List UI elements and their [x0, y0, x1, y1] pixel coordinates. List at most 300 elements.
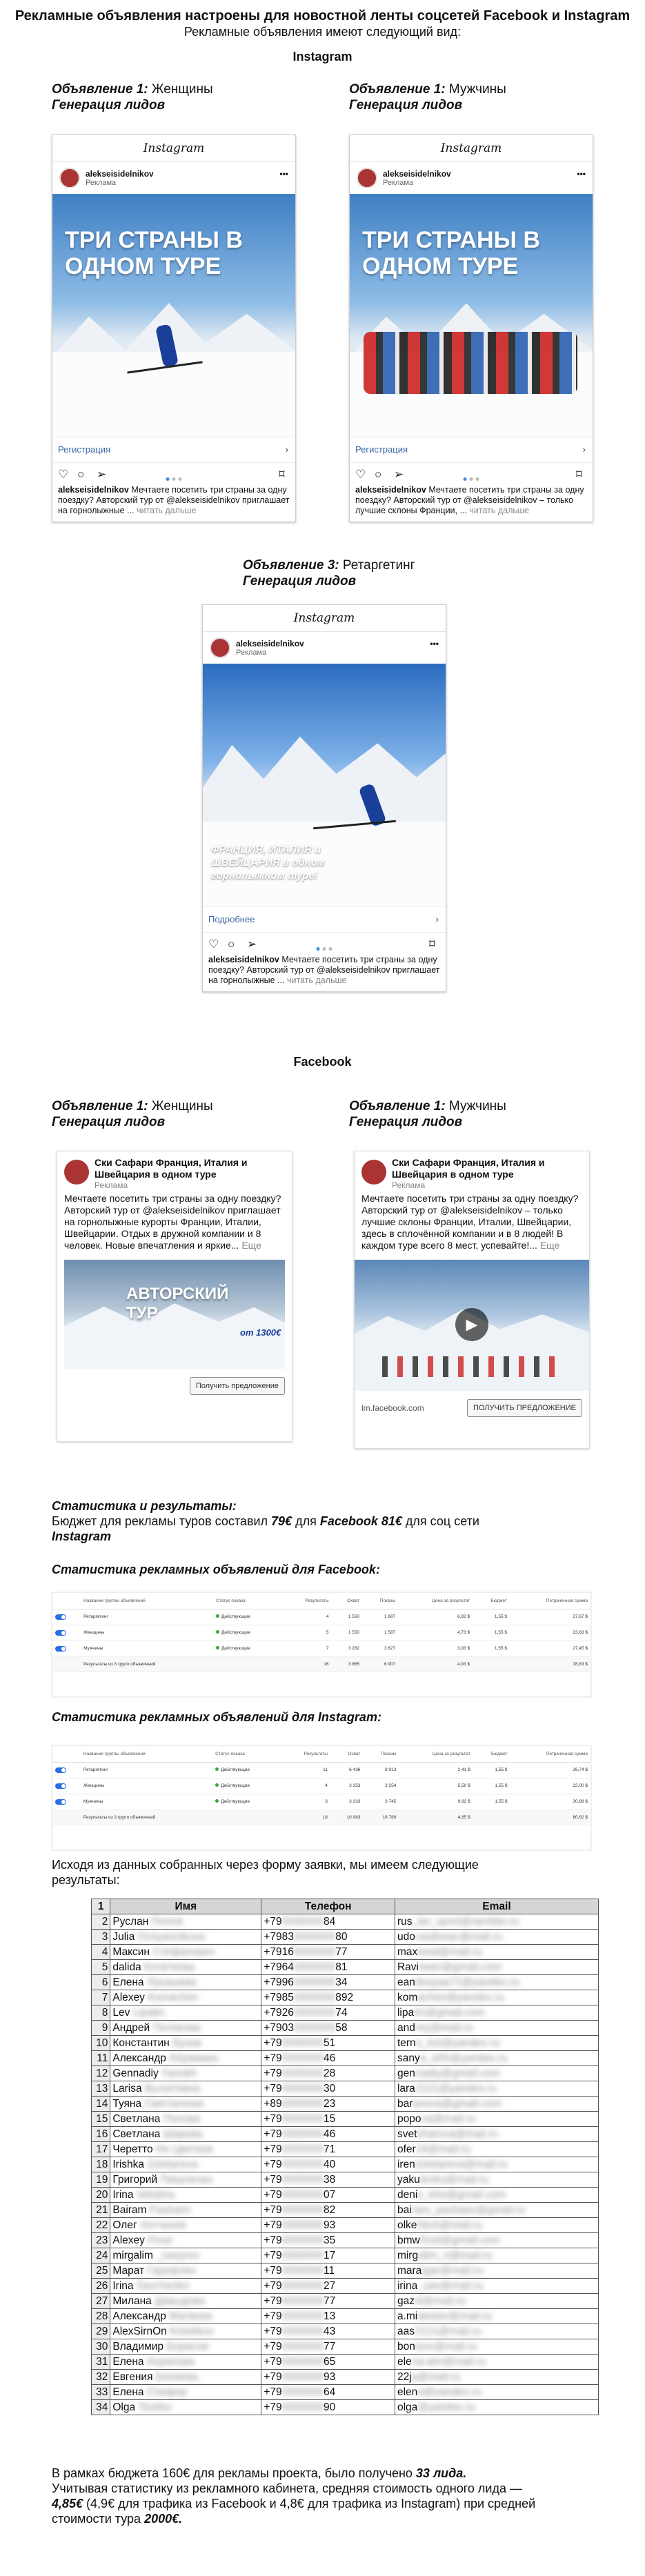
lead-name: Елена Лукашева	[110, 1975, 261, 1990]
bookmark-icon[interactable]: ⌑	[279, 468, 285, 481]
stats-column-header[interactable]: Потраченная сумма	[510, 1746, 591, 1763]
table-row	[92, 2172, 599, 2188]
row-number: 24	[92, 2248, 110, 2263]
row-number: 27	[92, 2294, 110, 2309]
ig-stats-title: Статистика рекламных объявлений для Instagram:	[52, 1710, 381, 1724]
lead-phone: +7916000000077	[261, 1945, 395, 1960]
lead-email: bmwfrost@gmail.com	[395, 2233, 598, 2248]
stats-cell-results: 11	[281, 1763, 330, 1779]
lead-name: Максин Стефанович	[110, 1945, 261, 1960]
table-row	[92, 2081, 599, 2097]
lead-name: Olga Tsvirko	[110, 2400, 261, 2415]
row-number: 19	[92, 2172, 110, 2188]
lead-name: Alexey Komachev	[110, 1990, 261, 2005]
lead-phone: +79000000013	[261, 2309, 395, 2324]
facebook-stats-table	[52, 1592, 591, 1697]
ig-ad3-heading: Объявление 3: Ретаргетинг Генерация лидов	[243, 558, 415, 588]
stats-cell-impressions: 18 780	[363, 1810, 399, 1825]
lead-phone: +79000000090	[261, 2400, 395, 2415]
lead-email: 22ja@mail.ru	[395, 2370, 598, 2385]
lead-phone: +79000000015	[261, 2112, 395, 2127]
stats-cell-status: Действующие	[213, 1609, 281, 1625]
lead-phone: +79000000007	[261, 2188, 395, 2203]
cta-registration[interactable]: Регистрация ›	[350, 437, 593, 463]
lead-email: ofer19@mail.ru	[395, 2142, 598, 2157]
facebook-section-title: Facebook	[293, 1055, 352, 1069]
lead-phone: +79000000028	[261, 2066, 395, 2081]
more-icon[interactable]: •••	[577, 169, 586, 179]
row-number: 26	[92, 2279, 110, 2294]
price-label: от 1300€	[240, 1327, 281, 1338]
stats-cell-reach: 1 550	[332, 1609, 363, 1625]
group-of-skiers	[364, 332, 577, 394]
chevron-right-icon: ›	[582, 444, 586, 455]
row-number: 22	[92, 2218, 110, 2233]
stats-cell-results: 18	[281, 1810, 330, 1825]
row-number: 17	[92, 2142, 110, 2157]
status-dot-icon	[216, 1646, 219, 1649]
stats-row	[52, 1763, 591, 1779]
lead-email: udovasilovac@mail.ru	[395, 1930, 598, 1945]
stats-cell-name: Женщины	[81, 1625, 213, 1641]
table-row	[92, 2021, 599, 2036]
stats-cell-status: Действующие	[213, 1641, 281, 1657]
stats-cell-budget: 1,55 $	[473, 1641, 510, 1657]
lead-phone: +79000000046	[261, 2127, 395, 2142]
stats-column-header[interactable]: Статус показа	[213, 1593, 281, 1609]
ig-ad2-heading: Объявление 1: Мужчины Генерация лидов	[349, 82, 506, 112]
lead-name: Bairam Pashaev	[110, 2203, 261, 2218]
stats-cell-spent: 30,88 $	[510, 1794, 591, 1810]
lead-email: irenzolotareva@mail.ru	[395, 2157, 598, 2172]
lead-email: olga@yandex.ru	[395, 2400, 598, 2415]
stats-cell-name: Ретаргетинг	[81, 1763, 212, 1779]
lead-email: irina_sav@mail.ru	[395, 2279, 598, 2294]
stats-column-header[interactable]: Показы	[362, 1593, 398, 1609]
ad-text: Мечтаете посетить три страны за одну поездку? Авторский тур от @alekseisidelnikov приглашает на горнолыжные курорты Франции, Италии, Швейцарии. Отдых в дружной компании и 8 человек. Новые впечатления и яркие... Еще	[64, 1193, 281, 1251]
stats-cell-reach: 6 436	[330, 1763, 364, 1779]
table-row	[92, 2112, 599, 2127]
row-number: 28	[92, 2309, 110, 2324]
stats-cell-impressions: 3 745	[363, 1794, 399, 1810]
row-number: 32	[92, 2370, 110, 2385]
stats-cell-cost: 6,92 $	[398, 1609, 473, 1625]
stats-row	[52, 1779, 591, 1794]
lead-phone: +79000000011	[261, 2263, 395, 2279]
stats-cell-impressions: 3 254	[363, 1779, 399, 1794]
name-header: Имя	[110, 1899, 261, 1914]
summary: В рамках бюджета 160€ для рекламы проекта, было получено 33 лида. Учитывая статистику из рекламного кабинета, средняя стоимость одного лида — 4,85€ (4,9€ для трафика из Facebook и 4,8€ для трафика из Instagram) при средней стоимости тура 2000€.	[52, 2466, 536, 2526]
lead-email: svetsharova@mail.ru	[395, 2127, 598, 2142]
stats-cell-spent: 27,45 $	[510, 1641, 591, 1657]
sponsored-label: Реклама	[392, 1180, 426, 1190]
sponsored-label: Реклама	[383, 179, 414, 187]
fb-ad1-heading: Объявление 1: Женщины Генерация лидов	[52, 1099, 213, 1129]
more-icon[interactable]: •••	[430, 639, 439, 648]
lead-phone: +79000000077	[261, 2294, 395, 2309]
toggle-col	[52, 1593, 81, 1609]
page-title: Рекламные объявления настроены для новостной ленты соцсетей Facebook и Instagram	[14, 8, 631, 23]
stats-column-header[interactable]: Охват	[330, 1746, 364, 1763]
row-number: 4	[92, 1945, 110, 1960]
stats-cell-spent: 23,63 $	[510, 1625, 591, 1641]
stats-cell-status: Действующие	[213, 1625, 281, 1641]
lead-name: Елена Спифер	[110, 2385, 261, 2400]
page-subtitle: Рекламные объявления имеют следующий вид:	[183, 25, 462, 39]
lead-phone: +79000000035	[261, 2233, 395, 2248]
stats-column-header[interactable]: Бюджет	[473, 1593, 510, 1609]
sponsored-label: Реклама	[86, 179, 117, 187]
stats-cell-results: 5	[281, 1625, 331, 1641]
instagram-section-title: Instagram	[292, 50, 353, 63]
stats-cell-cost: 4,73 $	[398, 1625, 473, 1641]
stats-column-header[interactable]: Название группы объявлений	[81, 1746, 212, 1763]
table-row	[92, 2263, 599, 2279]
table-row	[92, 2248, 599, 2263]
row-number: 30	[92, 2339, 110, 2355]
stats-cell-budget: 1,55 $	[473, 1794, 510, 1810]
phone-header: Телефон	[261, 1899, 395, 1914]
lead-name: Larisa Вылитовна	[110, 2081, 261, 2097]
table-row	[92, 2294, 599, 2309]
lead-name: mirgalim _nasyrov	[110, 2248, 261, 2263]
heart-icon[interactable]: ♡	[208, 938, 219, 951]
toggle-switch[interactable]	[55, 1614, 66, 1620]
lead-name: dalida Кочеткова	[110, 1960, 261, 1975]
stats-cell-spent: 22,00 $	[510, 1779, 591, 1794]
lead-email: a.miatveev@mail.ru	[395, 2309, 598, 2324]
stats-cell-budget: 1,55 $	[473, 1779, 510, 1794]
carousel-indicator	[165, 472, 183, 484]
fb-ad2-heading: Объявление 1: Мужчины Генерация лидов	[349, 1099, 506, 1129]
stats-cell-status: Действующие	[212, 1794, 281, 1810]
lead-name: AlexSirnOn Kolobkov	[110, 2324, 261, 2339]
table-row	[92, 2188, 599, 2203]
table-row	[92, 2051, 599, 2066]
account-name[interactable]: alekseisidelnikov	[383, 169, 451, 179]
lead-phone: +7903000000058	[261, 2021, 395, 2036]
bookmark-icon[interactable]: ⌑	[429, 938, 435, 951]
stats-cell-cost: 9,92 $	[399, 1794, 473, 1810]
lead-phone: +79000000051	[261, 2036, 395, 2051]
stats-cell-budget: 1,55 $	[473, 1609, 510, 1625]
get-offer-button[interactable]: ПОЛУЧИТЬ ПРЕДЛОЖЕНИЕ	[467, 1399, 582, 1417]
lead-name: Gennadiy Yanokh	[110, 2066, 261, 2081]
stats-column-header[interactable]: Потраченная сумма	[510, 1593, 591, 1609]
comment-icon[interactable]: ○	[228, 938, 235, 951]
row-number: 13	[92, 2081, 110, 2097]
row-number: 8	[92, 2005, 110, 2021]
table-row	[92, 2097, 599, 2112]
stats-cell-budget: 1,55 $	[473, 1625, 510, 1641]
stats-cell-impressions: 3 627	[362, 1641, 398, 1657]
row-number: 18	[92, 2157, 110, 2172]
ad-banner-text: ФРАНЦИЯ, ИТАЛИЯ и ШВЕЙЦАРИЯ в одном горнолыжном туре!	[211, 844, 325, 882]
table-row	[92, 2385, 599, 2400]
table-row	[92, 2370, 599, 2385]
avatar[interactable]	[210, 637, 230, 658]
sponsored-label: Реклама	[95, 1180, 128, 1190]
lead-name: Александр Абрамкин	[110, 2051, 261, 2066]
account-name[interactable]: alekseisidelnikov	[86, 169, 154, 179]
lead-email: rus_ter_sport@rambler.ru	[395, 1914, 598, 1930]
row-number: 7	[92, 1990, 110, 2005]
lead-phone: +7926000000074	[261, 2005, 395, 2021]
row-number: 16	[92, 2127, 110, 2142]
ad-caption: alekseisidelnikov Мечтаете посетить три страны за одну поездку? Авторский тур от @alekseisidelnikov приглашает на горнолыжные ... читать дальше	[208, 955, 440, 985]
lead-phone: +79000000082	[261, 2203, 395, 2218]
stats-column-header[interactable]: Статус показа	[212, 1746, 281, 1763]
leads-table	[91, 1899, 599, 2415]
lead-name: Черетто Не Цветков	[110, 2142, 261, 2157]
stats-column-header[interactable]: Результаты	[281, 1593, 331, 1609]
stats-row	[52, 1810, 591, 1825]
toggle-switch[interactable]	[55, 1783, 66, 1789]
row-number: 10	[92, 2036, 110, 2051]
row-number: 20	[92, 2188, 110, 2203]
stats-cell-status: Действующие	[212, 1763, 281, 1779]
stats-column-header[interactable]: Бюджет	[473, 1746, 510, 1763]
page-name[interactable]: Ски Сафари Франция, Италия и Швейцария в одном туре	[392, 1157, 545, 1180]
lead-name: Александр Матвеев	[110, 2309, 261, 2324]
instagram-logo: Instagram	[350, 135, 593, 162]
lead-phone: +7983000000080	[261, 1930, 395, 1945]
toggle-switch[interactable]	[55, 1799, 66, 1805]
lead-phone: +89000000023	[261, 2097, 395, 2112]
account-name[interactable]: alekseisidelnikov	[236, 639, 304, 648]
table-row	[92, 2142, 599, 2157]
lead-name: Олег Хитчеков	[110, 2218, 261, 2233]
row-number: 33	[92, 2385, 110, 2400]
share-icon[interactable]: ➢	[247, 938, 257, 951]
lead-phone: +7964000000081	[261, 1960, 395, 1975]
avatar[interactable]	[361, 1160, 386, 1185]
ad-banner-text: АВТОРСКИЙ ТУР	[126, 1285, 229, 1322]
carousel-indicator	[315, 942, 334, 954]
stats-row	[52, 1641, 591, 1657]
stats-row	[52, 1657, 591, 1672]
stats-cell-cost: 3,93 $	[398, 1641, 473, 1657]
lead-email: popova@mail.ru	[395, 2112, 598, 2127]
stats-cell-name: Мужчины	[81, 1641, 213, 1657]
link-domain[interactable]: lm.facebook.com	[361, 1403, 424, 1413]
lead-name: Евгения Беляева	[110, 2370, 261, 2385]
instagram-ad-card	[202, 604, 446, 992]
row-number: 15	[92, 2112, 110, 2127]
sponsored-label: Реклама	[236, 648, 267, 657]
stats-cell-budget	[473, 1810, 510, 1825]
toggle-switch[interactable]	[55, 1630, 66, 1636]
instagram-stats-table	[52, 1745, 591, 1850]
lead-email: maxkwal@mail.ru	[395, 1945, 598, 1960]
ad-image[interactable]	[64, 1260, 285, 1369]
stats-cell-spent: 78,83 $	[510, 1657, 591, 1672]
lead-email: Raviewer@gmail.com	[395, 1960, 598, 1975]
lead-email: aas2121@mail.ru	[395, 2324, 598, 2339]
lead-email: terno_kot@yandex.ru	[395, 2036, 598, 2051]
table-row	[92, 2036, 599, 2051]
share-icon[interactable]: ➢	[97, 468, 107, 481]
fb-stats-title: Статистика рекламных объявлений для Facebook:	[52, 1563, 380, 1576]
avatar[interactable]	[64, 1160, 89, 1185]
lead-email: sanya_a55@yandex.ru	[395, 2051, 598, 2066]
toggle-col	[52, 1746, 81, 1763]
ad-image[interactable]	[350, 194, 593, 437]
get-offer-button[interactable]: Получить предложение	[190, 1377, 285, 1395]
stats-row	[52, 1794, 591, 1810]
lead-email: olkehitch@mail.ru	[395, 2218, 598, 2233]
ad-caption: alekseisidelnikov Мечтаете посетить три страны за одну поездку? Авторский тур от @alekseisidelnikov приглашает на горнолыжные ... читать дальше	[58, 485, 290, 515]
stats-cell-name: Результаты из 3 групп объявлений	[81, 1810, 212, 1825]
comment-icon[interactable]: ○	[375, 468, 382, 481]
ad-banner-text: ТРИ СТРАНЫ В ОДНОМ ТУРЕ	[362, 227, 540, 279]
lead-name: Константин Бузов	[110, 2036, 261, 2051]
lead-phone: +79000000017	[261, 2248, 395, 2263]
chevron-right-icon: ›	[285, 444, 288, 455]
stats-cell-status: Действующие	[212, 1779, 281, 1794]
instagram-ad-card	[349, 135, 593, 522]
results-intro: Статистика и результаты: Бюджет для рекламы туров составил 79€ для Facebook 81€ для соц сети Instagram	[52, 1499, 479, 1543]
comment-icon[interactable]: ○	[77, 468, 85, 481]
stats-cell-reach: 3 865	[332, 1657, 363, 1672]
stats-cell-impressions: 1 587	[362, 1625, 398, 1641]
lead-name: Туяна Светличная	[110, 2097, 261, 2112]
stats-column-header[interactable]: Показы	[363, 1746, 399, 1763]
lead-name: Марат Гарифзян	[110, 2263, 261, 2279]
play-icon[interactable]: ▶	[455, 1308, 488, 1341]
table-row	[92, 1945, 599, 1960]
stats-cell-name: Мужчины	[81, 1794, 212, 1810]
more-icon[interactable]: •••	[279, 169, 288, 179]
instagram-logo: Instagram	[203, 605, 446, 632]
toggle-switch[interactable]	[55, 1646, 66, 1652]
chevron-right-icon: ›	[435, 914, 439, 924]
page-name[interactable]: Ски Сафари Франция, Италия и Швейцария в одном туре	[95, 1157, 248, 1180]
stats-cell-name: Ретаргетинг	[81, 1609, 213, 1625]
stats-cell-reach: 10 063	[330, 1810, 364, 1825]
lead-phone: +79000000046	[261, 2051, 395, 2066]
table-row	[92, 2066, 599, 2081]
facebook-ad-card	[354, 1151, 590, 1449]
ad-image[interactable]	[52, 194, 295, 437]
toggle-switch[interactable]	[55, 1767, 66, 1773]
stats-column-header[interactable]: Цена за результат	[398, 1593, 473, 1609]
stats-column-header[interactable]: Цена за результат	[399, 1746, 473, 1763]
table-row	[92, 2400, 599, 2415]
lead-phone: +79000000040	[261, 2157, 395, 2172]
stats-cell-results: 3	[281, 1794, 330, 1810]
row-number: 9	[92, 2021, 110, 2036]
lead-email: mirgalim_n@mail.ru	[395, 2248, 598, 2263]
row-number: 31	[92, 2355, 110, 2370]
lead-name: Милана Давыдова	[110, 2294, 261, 2309]
stats-cell-results: 4	[281, 1609, 331, 1625]
table-row	[92, 2157, 599, 2172]
lead-phone: +79000000064	[261, 2385, 395, 2400]
cta-registration[interactable]: Регистрация ›	[52, 437, 295, 463]
table-row	[92, 2233, 599, 2248]
lead-email: denis_kho@gmail.com	[395, 2188, 598, 2203]
row-number: 25	[92, 2263, 110, 2279]
stats-cell-cost: 4,93 $	[398, 1657, 473, 1672]
row-number: 2	[92, 1914, 110, 1930]
stats-cell-spent: 27,67 $	[510, 1609, 591, 1625]
share-icon[interactable]: ➢	[394, 468, 404, 481]
stats-cell-budget: 1,55 $	[473, 1763, 510, 1779]
bookmark-icon[interactable]: ⌑	[576, 468, 582, 481]
stats-column-header[interactable]: Название группы объявлений	[81, 1593, 213, 1609]
lead-phone: +79000000077	[261, 2339, 395, 2355]
stats-cell-impressions: 1 687	[362, 1609, 398, 1625]
stats-column-header[interactable]: Охват	[332, 1593, 363, 1609]
lead-email: elena@yandex.ru	[395, 2385, 598, 2400]
ad-video[interactable]	[355, 1260, 589, 1391]
avatar[interactable]	[59, 168, 80, 188]
ig-ad1-heading: Объявление 1: Женщины Генерация лидов	[52, 82, 213, 112]
stats-cell-impressions: 8 913	[363, 1763, 399, 1779]
row-number: 3	[92, 1930, 110, 1945]
table-row	[92, 2005, 599, 2021]
stats-column-header[interactable]: Результаты	[281, 1746, 330, 1763]
lead-name: Владимир Борисов	[110, 2339, 261, 2355]
ad-text: Мечтаете посетить три страны за одну поездку? Авторский тур от @alekseisidelnikov – только лучшие склоны Франции, Италии, Швейцарии, здесь в сплочённой компании и в 8 людей! В каждом туре всего 8 мест, успевайте!... Еще	[361, 1193, 579, 1251]
lead-phone: +7996000000034	[261, 1975, 395, 1990]
lead-email: baranova@gmail.com	[395, 2097, 598, 2112]
table-row	[92, 1914, 599, 1930]
table-row	[92, 2218, 599, 2233]
lead-phone: +79000000027	[261, 2279, 395, 2294]
stats-cell-cost: 4,85 $	[399, 1810, 473, 1825]
status-dot-icon	[215, 1799, 219, 1803]
carousel-indicator	[462, 472, 481, 484]
stats-cell-name: Женщины	[81, 1779, 212, 1794]
status-dot-icon	[215, 1767, 219, 1771]
stats-header-row	[52, 1593, 591, 1609]
heart-icon[interactable]: ♡	[58, 468, 69, 481]
ad-image[interactable]	[203, 664, 446, 906]
stats-cell-cost: 2,41 $	[399, 1763, 473, 1779]
avatar[interactable]	[357, 168, 377, 188]
stats-cell-status	[213, 1657, 281, 1672]
lead-email: gazel@mail.ru	[395, 2294, 598, 2309]
lead-email: eandesyaa71@yandex.ru	[395, 1975, 598, 1990]
stats-cell-status	[212, 1810, 281, 1825]
lead-email: gennadiy@gmail.com	[395, 2066, 598, 2081]
cta-learn-more[interactable]: Подробнее ›	[203, 906, 446, 933]
lead-email: andrey@mail.ru	[395, 2021, 598, 2036]
lead-email: komachev@yandex.ru	[395, 1990, 598, 2005]
lead-phone: +79850000000892	[261, 1990, 395, 2005]
status-dot-icon	[215, 1783, 219, 1787]
lead-phone: +79000000093	[261, 2370, 395, 2385]
lead-name: Светлана Попова	[110, 2112, 261, 2127]
stats-cell-spent: 26,74 $	[510, 1763, 591, 1779]
lead-email: elena-ahr@mail.ru	[395, 2355, 598, 2370]
table-row	[92, 2203, 599, 2218]
lead-name: Lev Lipatin	[110, 2005, 261, 2021]
lead-name: Руслан Попов	[110, 1914, 261, 1930]
table-row	[92, 2279, 599, 2294]
row-number: 34	[92, 2400, 110, 2415]
heart-icon[interactable]: ♡	[355, 468, 366, 481]
status-dot-icon	[216, 1614, 219, 1618]
ad-banner-text: ТРИ СТРАНЫ В ОДНОМ ТУРЕ	[65, 227, 243, 279]
lead-email: maratgar@mail.ru	[395, 2263, 598, 2279]
stats-cell-spent: 80,62 $	[510, 1810, 591, 1825]
stats-row	[52, 1609, 591, 1625]
stats-cell-cost: 5,50 $	[399, 1779, 473, 1794]
lead-email: bairam_pashaev@gmail.ru	[395, 2203, 598, 2218]
